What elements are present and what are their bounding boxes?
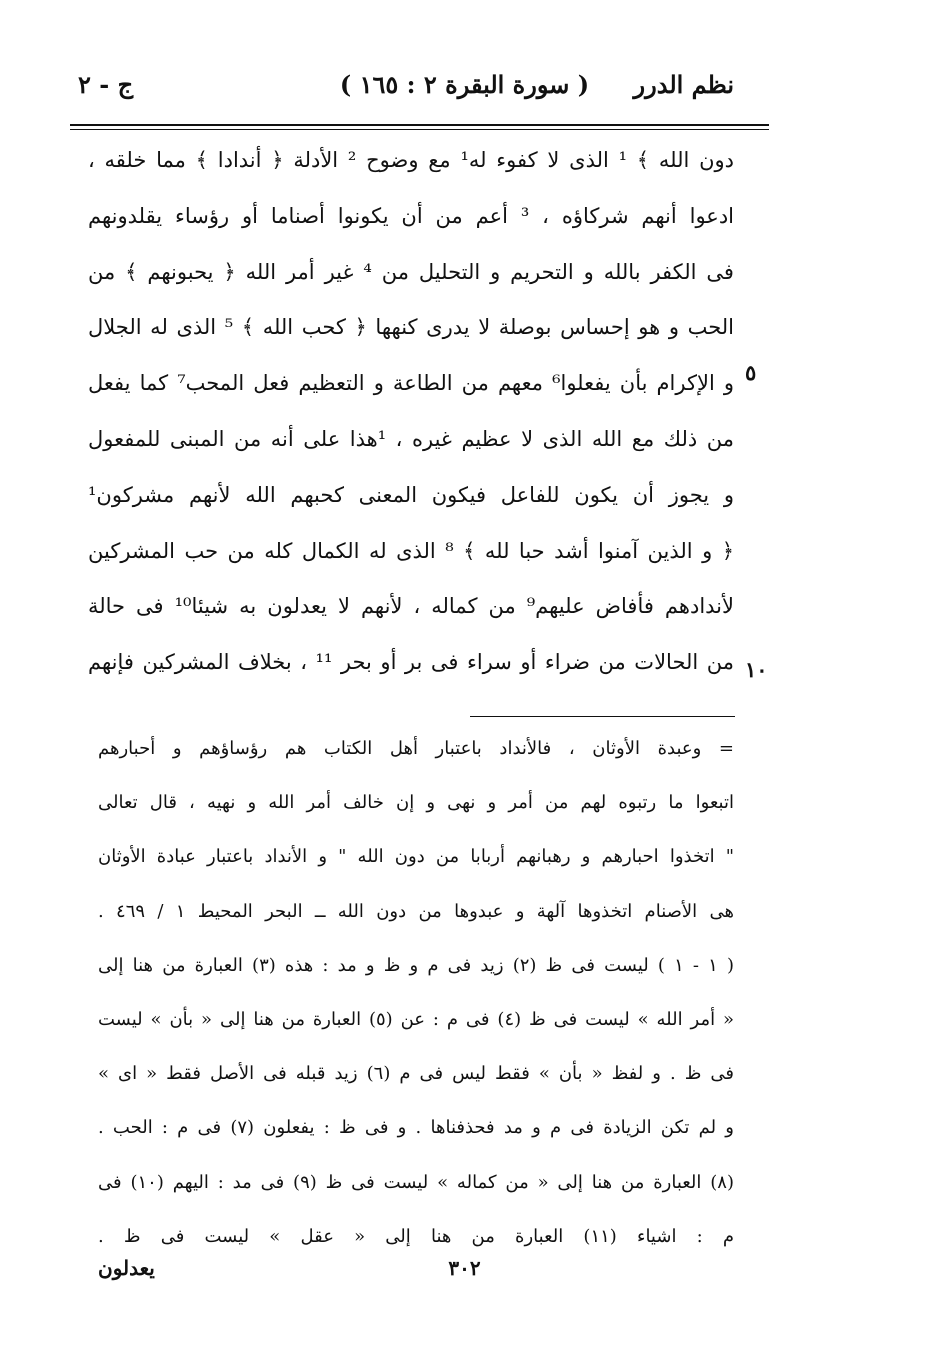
text-line: الحب و هو إحساس بوصلة لا يدرى كنهها ﴿ كحب الله ﴾ ⁵ الذى له الجلال [88,315,734,340]
text-line: فى الكفر بالله و التحريم و التحليل من ⁴ غير أمر الله ﴿ يحبونهم ﴾ من [88,259,734,284]
footnote-line: م : اشياء (١١) العبارة من هنا إلى « عقل » ليست فى ظ . [98,1225,734,1247]
line-number-10: ١٠ [745,657,768,682]
footnote-line: اتبعوا ما رتبوه لهم من أمر و نهى و إن خالف أمر الله و نهيه ، قال تعالى [98,792,734,814]
footnote-separator [470,716,735,717]
text-line: لأندادهم فأفاض عليهم⁹ من كماله ، لأنهم لا يعدلون به شيئا¹⁰ فى حالة [88,594,734,619]
footnote-line: = وعبدة الأوثان ، فالأنداد باعتبار أهل الكتاب هم رؤساؤهم و أحبارهم [98,738,734,759]
footnote-line: « أمر الله » ليست فى ظ (٤) فى م : عن (٥) العبارة من هنا إلى « بأن » ليست [98,1008,734,1030]
header-rule-thin [70,129,769,130]
catchword: يعدلون [98,1256,155,1280]
text-line: و يجوز أن يكون للفاعل فيكون المعنى كحبهم الله لأنهم مشركون¹ [88,482,734,507]
text-line: ادعوا أنهم شركاؤه ، ³ أعم من أن يكونوا أصناما أو رؤساء يقلدونهم [88,203,734,228]
text-line: و الإكرام بأن يفعلوا⁶ معهم من الطاعة و التعظيم فعل المحب⁷ كما يفعل [88,371,734,396]
text-line: من الحالات من ضراء أو سراء فى بر أو بحر ¹¹ ، بخلاف المشركين فإنهم [88,650,734,675]
main-text [88,133,734,691]
page-number: ٣٠٢ [448,1256,481,1280]
text-line: دون الله ﴾ ¹ الذى لا كفوء له¹ مع وضوح ² الأدلة ﴿ أندادا ﴾ مما خلقه ، [88,148,734,172]
text-line: من ذلك مع الله الذى لا عظيم غيره ، ¹هذا على أنه من المبنى للمفعول [88,426,734,451]
footnote-line: فى ظ . و لفظ « بأن » فقط ليس فى م (٦) زيد قبله فى الأصل فقط « اى » [98,1063,734,1085]
header-rule [70,124,769,126]
line-number-5: ٥ [745,360,757,385]
running-head-surah: ( سورة البقرة ٢ : ١٦٥ ) [339,70,590,99]
footnote-line: ( ١ - ١ ) ليست فى ظ (٢) زيد فى م و ظ و مد : هذه (٣) العبارة من هنا إلى [98,954,734,976]
footnote-line: و لم تكن الزيادة فى م و مد فحذفناها . و فى ظ : يفعلون (٧) فى م : الحب . [98,1117,734,1139]
footnote-line: (٨) العبارة من هنا إلى « من كماله » ليست فى ظ (٩) فى مد : اليهم (١٠) فى [98,1171,734,1193]
footnote-line: " اتخذوا احبارهم و رهبانهم أربابا من دون الله " و الأنداد باعتبار عبادة الأوثان [98,846,734,868]
footnotes [98,722,734,1264]
text-line: ﴿ و الذين آمنوا أشد حبا لله ﴾ ⁸ الذى له الكمال كله من حب المشركين [88,538,734,563]
running-head-title: نظم الدرر [633,70,734,99]
running-head-volume: ج - ٢ [78,70,134,99]
footnote-line: هى الأصنام اتخذوها آلهة و عبدوها من دون الله ــ البحر المحيط ١ / ٤٦٩ . [98,900,734,922]
